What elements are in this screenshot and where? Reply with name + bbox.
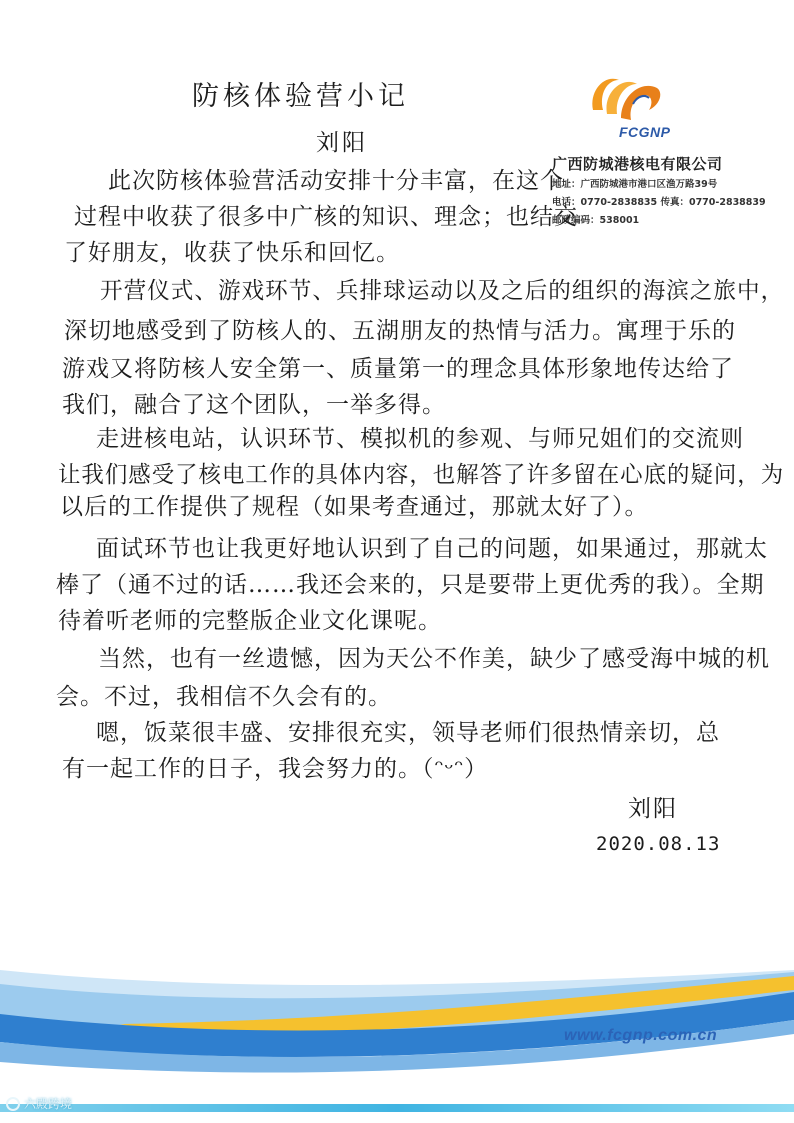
letter-line: 过程中收获了很多中广核的知识、理念；也结交 <box>74 204 578 230</box>
letter-line: 开营仪式、游戏环节、兵排球运动以及之后的组织的海滨之旅中， <box>100 278 785 304</box>
bottom-strip <box>0 1104 794 1112</box>
letter-line: 嗯，饭菜很丰盛、安排很充实，领导老师们很热情亲切，总 <box>96 720 720 746</box>
letter-line: 深切地感受到了防核人的、五湖朋友的热情与活力。寓理于乐的 <box>64 318 736 344</box>
watermark-text: 六殿跨境 <box>24 1097 73 1111</box>
logo-wordmark: FCGNP <box>619 124 671 140</box>
fcgnp-logo-icon <box>585 70 675 130</box>
letter-title: 防核体验营小记 <box>192 81 409 112</box>
company-phone-fax: 电话：0770-2838835 传真：0770-2838839 <box>552 197 766 208</box>
letter-author: 刘阳 <box>316 130 368 156</box>
signature-date: 2020.08.13 <box>596 833 721 855</box>
letter-line: 面试环节也让我更好地认识到了自己的问题，如果通过，那就太 <box>96 536 768 562</box>
letter-line: 游戏又将防核人安全第一、质量第一的理念具体形象地传达给了 <box>62 356 734 382</box>
letter-line: 会。不过，我相信不久会有的。 <box>56 684 392 710</box>
watermark-logo-icon <box>6 1097 20 1111</box>
letter-line: 我们，融合了这个团队，一举多得。 <box>62 392 446 418</box>
letter-line: 当然，也有一丝遗憾，因为天公不作美，缺少了感受海中城的机 <box>98 646 770 672</box>
company-name: 广西防城港核电有限公司 <box>552 155 723 173</box>
letter-line: 有一起工作的日子，我会努力的。（ᵔᵕᵔ） <box>62 756 489 782</box>
letter-line: 了好朋友，收获了快乐和回忆。 <box>64 240 400 266</box>
watermark <box>6 1095 72 1112</box>
letter-line: 让我们感受了核电工作的具体内容，也解答了许多留在心底的疑问，为 <box>58 462 785 488</box>
footer-wave-graphic <box>0 950 794 1100</box>
letter-line: 以后的工作提供了规程（如果考查通过，那就太好了）。 <box>60 494 649 520</box>
company-postcode: 邮政编码：538001 <box>552 215 640 226</box>
letter-line: 棒了（通不过的话……我还会来的，只是要带上更优秀的我）。全期 <box>56 572 765 598</box>
company-info <box>552 153 782 228</box>
letter-line: 走进核电站，认识环节、模拟机的参观、与师兄姐们的交流则 <box>96 426 744 452</box>
letter-line: 此次防核体验营活动安排十分丰富，在这个 <box>108 168 564 194</box>
company-website-link[interactable]: www.fcgnp.com.cn <box>564 1027 718 1044</box>
company-address: 地址：广西防城港市港口区渔万路39号 <box>552 179 718 190</box>
company-logo <box>585 70 695 160</box>
letter-line: 待着听老师的完整版企业文化课呢。 <box>58 608 442 634</box>
signature-name: 刘阳 <box>628 796 678 822</box>
